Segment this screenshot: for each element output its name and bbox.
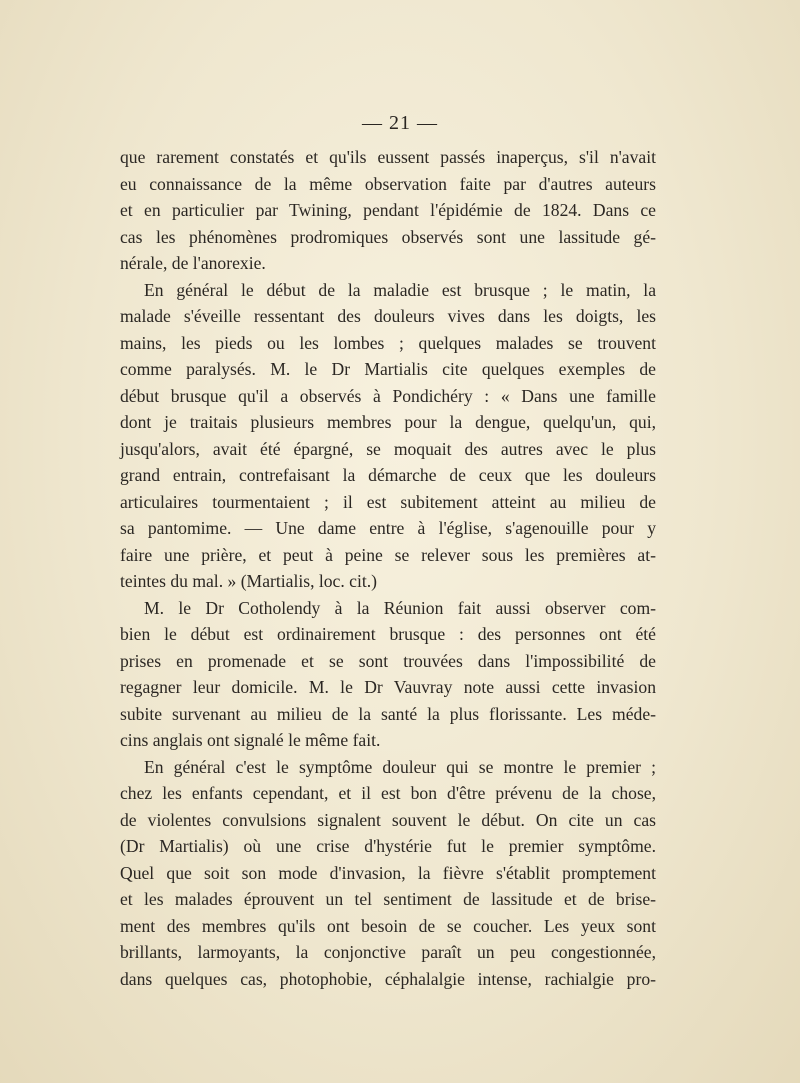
text-line: grand entrain, contrefaisant la démarche de ceux que les douleurs: [120, 465, 656, 485]
text-line: que rarement constatés et qu'ils eussent passés inaperçus, s'il n'avait: [120, 147, 656, 167]
text-line: chez les enfants cependant, et il est bon d'être prévenu de la chose,: [120, 783, 656, 803]
text-line: et en particulier par Twining, pendant l'épidémie de 1824. Dans ce: [120, 200, 656, 220]
text-line: nérale, de l'anorexie.: [120, 253, 266, 273]
text-line: malade s'éveille ressentant des douleurs vives dans les doigts, les: [120, 306, 656, 326]
text-line: eu connaissance de la même observation faite par d'autres auteurs: [120, 173, 656, 194]
body-text: [120, 144, 656, 992]
text-line: sa pantomime. — Une dame entre à l'église, s'agenouille pour y: [120, 518, 656, 538]
text-line: et les malades éprouvent un tel sentiment de lassitude et de brise-: [120, 889, 656, 909]
text-line: Quel que soit son mode d'invasion, la fièvre s'établit promptement: [120, 862, 656, 883]
text-line: faire une prière, et peut à peine se relever sous les premières at-: [120, 544, 656, 565]
text-line: En général c'est le symptôme douleur qui se montre le premier ;: [144, 756, 656, 777]
text-line: dans quelques cas, photophobie, céphalalgie intense, rachialgie pro-: [120, 968, 656, 989]
text-line: dont je traitais plusieurs membres pour la dengue, quelqu'un, qui,: [120, 412, 656, 432]
paragraph-2: [120, 277, 656, 595]
text-line: jusqu'alors, avait été épargné, se moquait des autres avec le plus: [120, 438, 656, 459]
text-line: prises en promenade et se sont trouvées dans l'impossibilité de: [120, 650, 656, 671]
page-number: — 21 —: [362, 112, 438, 134]
text-line: bien le début est ordinairement brusque : des personnes ont été: [120, 624, 656, 644]
text-line: teintes du mal. » (Martialis, loc. cit.): [120, 571, 377, 591]
text-line: articulaires tourmentaient ; il est subitement atteint au milieu de: [120, 491, 656, 512]
text-line: subite survenant au milieu de la santé la plus florissante. Les méde-: [120, 703, 656, 724]
text-line: cas les phénomènes prodromiques observés sont une lassitude gé-: [120, 226, 656, 247]
text-line: brillants, larmoyants, la conjonctive paraît un peu congestionnée,: [120, 942, 656, 962]
text-line: ment des membres qu'ils ont besoin de se coucher. Les yeux sont: [120, 915, 656, 936]
text-line: M. le Dr Cotholendy à la Réunion fait aussi observer com-: [144, 597, 656, 618]
text-line: début brusque qu'il a observés à Pondichéry : « Dans une famille: [120, 385, 656, 406]
paragraph-1: [120, 144, 656, 277]
paragraph-4: [120, 754, 656, 993]
text-line: mains, les pieds ou les lombes ; quelques malades se trouvent: [120, 332, 656, 353]
text-line: cins anglais ont signalé le même fait.: [120, 730, 381, 750]
text-line: regagner leur domicile. M. le Dr Vauvray note aussi cette invasion: [120, 677, 656, 697]
text-line: (Dr Martialis) où une crise d'hystérie fut le premier symptôme.: [120, 836, 656, 856]
text-line: comme paralysés. M. le Dr Martialis cite quelques exemples de: [120, 359, 656, 379]
paragraph-3: [120, 595, 656, 754]
text-line: En général le début de la maladie est brusque ; le matin, la: [144, 279, 656, 300]
text-line: de violentes convulsions signalent souvent le début. On cite un cas: [120, 809, 656, 830]
